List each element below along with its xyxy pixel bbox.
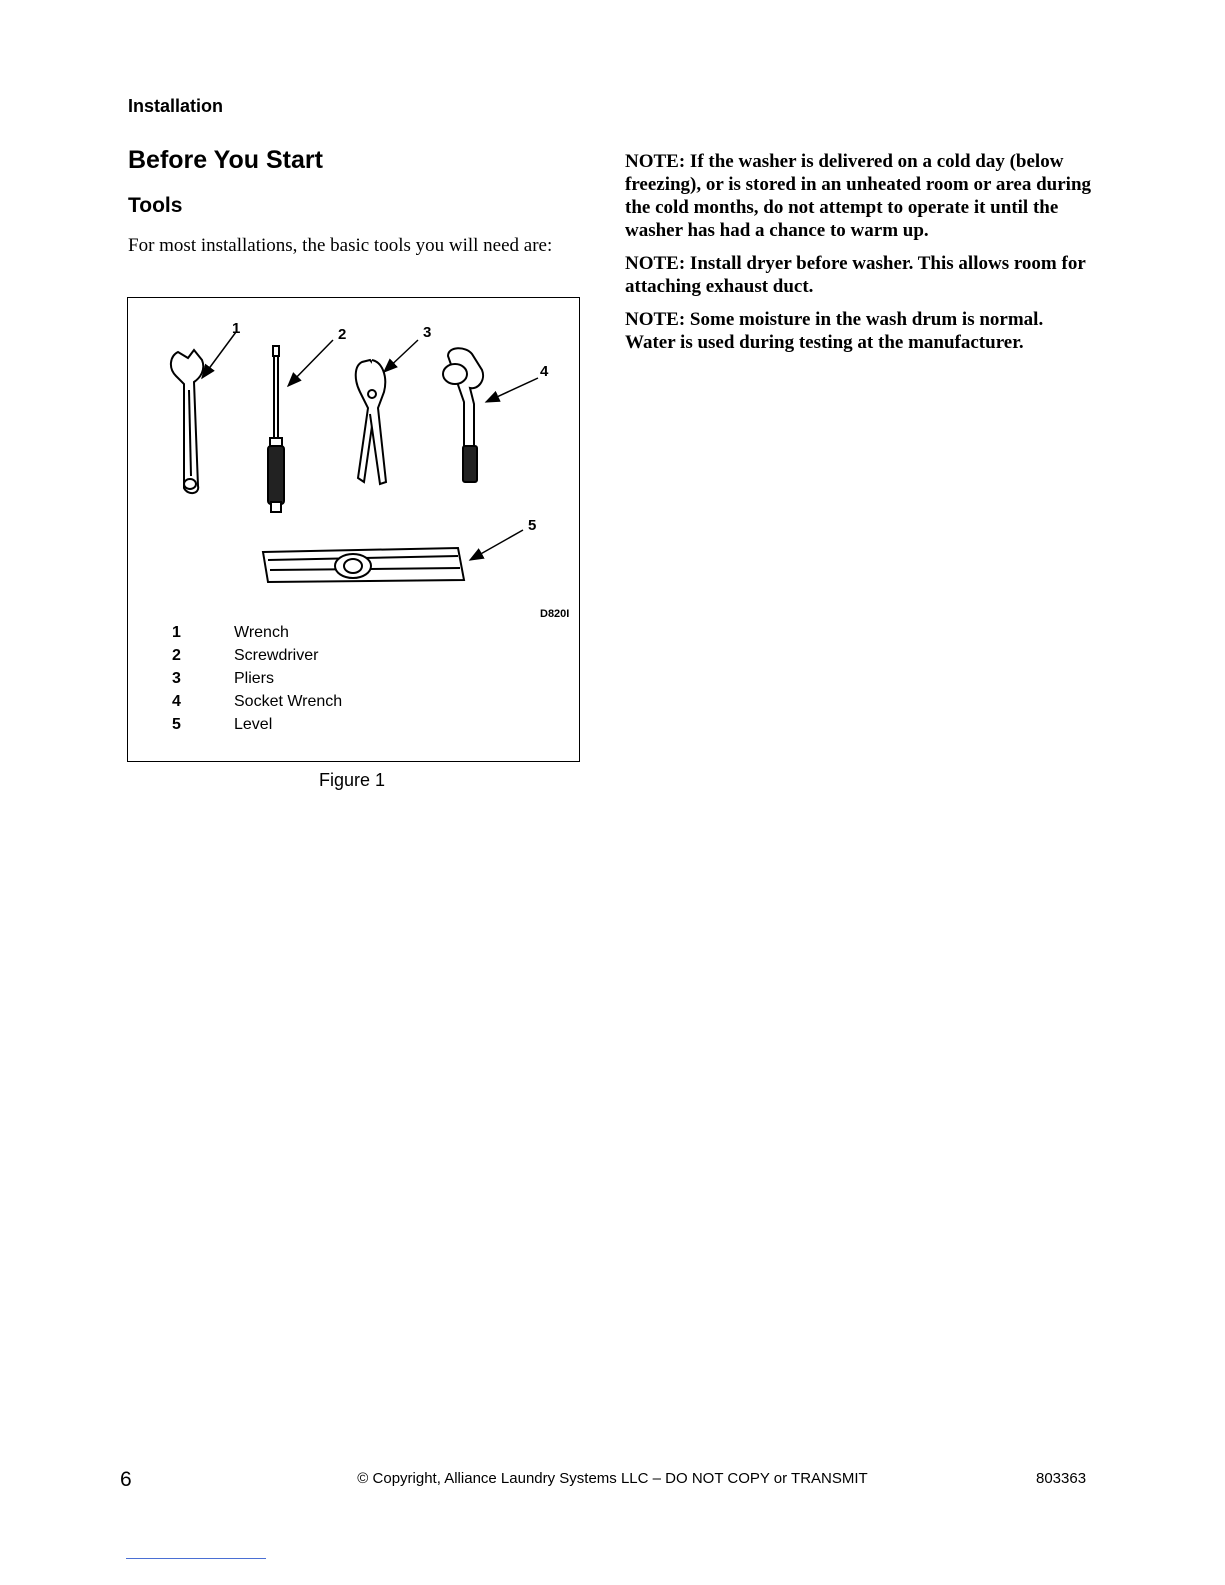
legend-number: 1 xyxy=(172,624,181,641)
callout-5: 5 xyxy=(528,517,537,534)
legend-number: 2 xyxy=(172,647,181,664)
callout-2: 2 xyxy=(338,326,347,343)
page-title: Before You Start xyxy=(128,146,323,174)
legend-label: Level xyxy=(234,716,273,733)
callout-1: 1 xyxy=(232,320,241,337)
callout-4: 4 xyxy=(540,363,549,380)
legend-item xyxy=(172,624,342,647)
notes-column xyxy=(625,150,1095,364)
note-moisture: NOTE: Some moisture in the wash drum is normal. Water is used during testing at the manufacturer. xyxy=(625,309,1044,353)
legend-item xyxy=(172,670,342,693)
legend-item xyxy=(172,693,342,716)
legend-label: Socket Wrench xyxy=(234,693,343,710)
legend-label: Screwdriver xyxy=(234,647,319,664)
legend-number: 5 xyxy=(172,716,181,733)
level-icon xyxy=(263,548,464,582)
figure-code: D820I xyxy=(540,608,570,620)
note-cold-weather: NOTE: If the washer is delivered on a cold day (below freezing), or is stored in an unheated room or area during the cold months, do not attempt to operate it until the washer has had a chance to warm up. xyxy=(625,151,1092,241)
wrench-icon xyxy=(171,350,203,493)
tools-figure xyxy=(127,297,580,762)
callout-3: 3 xyxy=(423,324,432,341)
legend-label: Pliers xyxy=(234,670,275,687)
socket-wrench-icon xyxy=(443,348,483,482)
screwdriver-icon xyxy=(268,346,284,512)
document-number: 803363 xyxy=(1036,1470,1087,1487)
legend-item xyxy=(172,716,342,739)
tools-illustration xyxy=(128,298,581,618)
section-subtitle: Tools xyxy=(128,194,183,217)
intro-paragraph: For most installations, the basic tools you will need are: xyxy=(128,235,553,256)
section-label: Installation xyxy=(128,96,224,116)
legend-number: 3 xyxy=(172,670,181,687)
copyright-notice: © Copyright, Alliance Laundry Systems LLC – DO NOT COPY or TRANSMIT xyxy=(357,1470,868,1487)
legend-item xyxy=(172,647,342,670)
legend-number: 4 xyxy=(172,693,181,710)
figure-legend xyxy=(172,624,342,739)
legend-label: Wrench xyxy=(234,624,289,641)
figure-caption: Figure 1 xyxy=(319,770,386,790)
note-install-dryer: NOTE: Install dryer before washer. This allows room for attaching exhaust duct. xyxy=(625,253,1086,297)
pliers-icon xyxy=(356,360,386,484)
footnote-divider xyxy=(126,1558,266,1559)
page-number: 6 xyxy=(120,1468,132,1491)
